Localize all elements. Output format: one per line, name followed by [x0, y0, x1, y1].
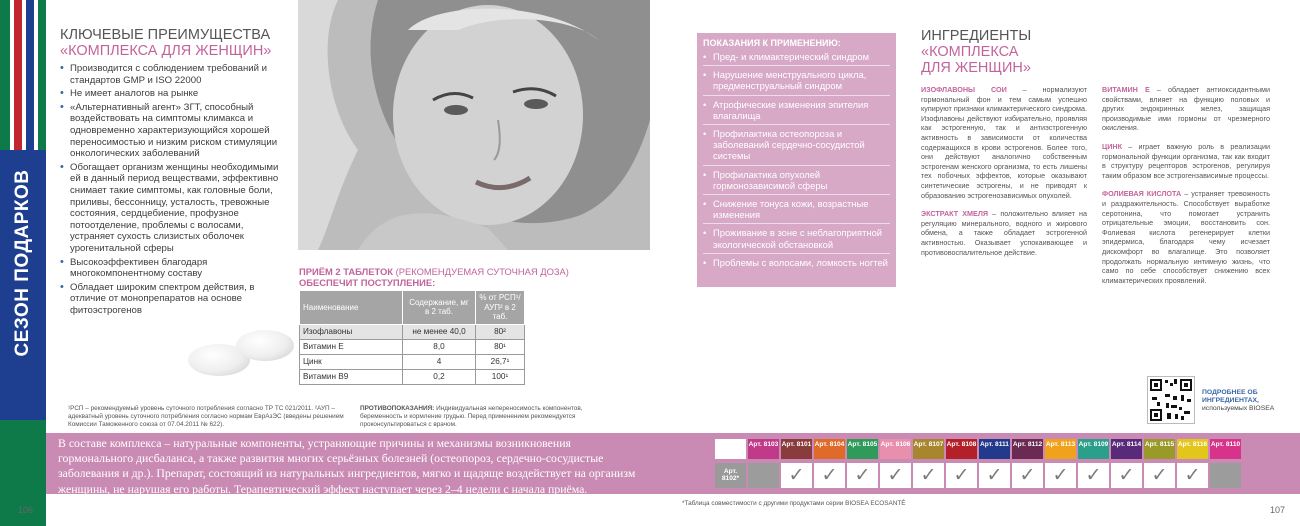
table-cell: 4: [403, 354, 476, 369]
compat-check-mark: ✓: [1012, 463, 1043, 488]
list-item: • Не имеет аналогов на рынке: [60, 88, 290, 100]
dosage-title-bold: ПРИЁМ 2 ТАБЛЕТОК: [299, 266, 393, 277]
table-row: [300, 354, 525, 369]
ingredient-name: ИЗОФЛАВОНЫ СОИ: [921, 85, 1007, 94]
column-header: % от РСП¹/ АУП² в 2 таб.: [476, 291, 525, 325]
ingredients-heading: [921, 28, 1071, 76]
list-item: • Производится с соблюдением требований и стандартов GMP и ISO 22000: [60, 63, 290, 86]
table-cell: 80¹: [476, 339, 525, 354]
table-cell: 80²: [476, 324, 525, 339]
ingredient-name: ЭКСТРАКТ ХМЕЛЯ: [921, 209, 989, 219]
table-cell: Изофлавоны: [300, 324, 403, 339]
compat-check-mark: ✓: [1111, 463, 1142, 488]
list-item: • Профилактика опухолей гормонозависимой сферы: [703, 169, 890, 195]
list-item: • Пред- и климактерический синдром: [703, 51, 890, 66]
ingredient-paragraph: [921, 85, 1087, 200]
compat-check-mark: ✓: [1045, 463, 1076, 488]
table-cell: Цинк: [300, 354, 403, 369]
list-item: • Проживание в зоне с неблагоприятной экологической обстановкой: [703, 227, 890, 253]
table-row: [300, 369, 525, 384]
compat-check-mark: ✓: [814, 463, 845, 488]
benefits-title: КЛЮЧЕВЫЕ ПРЕИМУЩЕСТВА: [60, 27, 271, 43]
ingredients-column-1: [921, 85, 1087, 266]
compat-check-mark: ✓: [979, 463, 1010, 488]
benefits-section: [60, 27, 290, 318]
ingredient-paragraph: [921, 209, 1087, 257]
table-cell: 8,0: [403, 339, 476, 354]
table-row: [300, 339, 525, 354]
benefits-list: [60, 63, 290, 316]
ingredients-title: ИНГРЕДИЕНТЫ: [921, 28, 1032, 44]
ingredient-paragraph: [1102, 85, 1270, 133]
ingredient-text: – играет важную роль в реализации гормональной функции организма, так как входит в структуру рецепторов эстрогенов, регулируя таким образом все эстрогензависимые процессы.: [1102, 141, 1270, 180]
compat-row-label: Арт. 8102*: [715, 463, 746, 488]
qr-caption: [1202, 389, 1282, 413]
ingredients-title-accent: «КОМПЛЕКСА: [921, 44, 1019, 60]
compat-article-header: Арт. 8103: [748, 439, 779, 459]
dosage-title-light: (РЕКОМЕНДУЕМАЯ СУТОЧНАЯ ДОЗА): [392, 266, 569, 277]
table-cell: 26,7¹: [476, 354, 525, 369]
ingredient-paragraph: [1102, 142, 1270, 180]
list-item: • Профилактика остеопороза и заболеваний сердечно-сосудистой системы: [703, 128, 890, 166]
list-item: • «Альтернативный агент» ЗГТ, способный воздействовать на симптомы климакса и одновременно характеризующийся хорошей переносимостью и низким риском стимуляции онкологических заболеваний: [60, 102, 290, 160]
compat-empty-cell: [1210, 463, 1241, 488]
compat-article-header: Арт. 8107: [913, 439, 944, 459]
compat-article-header: Арт. 8108: [946, 439, 977, 459]
tablet-image: [236, 330, 294, 361]
benefits-title-accent: «КОМПЛЕКСА ДЛЯ ЖЕНЩИН»: [60, 43, 272, 59]
info-band-text: В составе комплекса – натуральные компоненты, устраняющие причины и механизмы возникновения гормонального дисбаланса, а также развития многих серьёзных болезней (остеопороз, сердечно-сосудистые заболевания и др.). Препарат, состоящий из натуральных ингредиентов, мягко и щадяще воздействует на организм женщины, не нарушая его работы. Терапевтический эффект наступает через 2–4 недели с начала приёма.: [58, 436, 636, 496]
ingredient-paragraph: [1102, 189, 1270, 285]
compat-article-header: Арт. 8106: [880, 439, 911, 459]
compat-article-header: Арт. 8109: [1078, 439, 1109, 459]
compat-article-header: Арт. 8105: [847, 439, 878, 459]
indications-title: ПОКАЗАНИЯ К ПРИМЕНЕНИЮ:: [703, 38, 841, 48]
contraindications: [360, 405, 592, 429]
compat-article-header: Арт. 8101: [781, 439, 812, 459]
compat-article-header: Арт. 8113: [1045, 439, 1076, 459]
sidebar-vertical-title: СЕЗОН ПОДАРКОВ: [12, 169, 33, 357]
compat-article-header: Арт. 8115: [1144, 439, 1175, 459]
compat-note: *Таблица совместимости с другими продуктами серии BIOSEA ECOSANTÉ: [682, 500, 906, 507]
compat-check-mark: ✓: [1078, 463, 1109, 488]
compat-article-header: Арт. 8110: [1210, 439, 1241, 459]
ingredient-name: ВИТАМИН Е: [1102, 85, 1150, 94]
compat-corner: [715, 439, 746, 459]
table-cell: 100¹: [476, 369, 525, 384]
qr-caption-sub: используемых BIOSEA: [1202, 405, 1275, 412]
list-item: • Атрофические изменения эпителия влагалища: [703, 99, 890, 125]
dosage-table: [299, 290, 525, 385]
list-item: • Высокоэффективен благодаря многокомпонентному составу: [60, 257, 290, 280]
ingredient-text: – обладает антиоксидантными свойствами, влияет на функцию половых и других эндокринных желез, защищая производимые ими гормоны от чрезмерного окисления.: [1102, 85, 1270, 133]
compat-article-header: Арт. 8114: [1111, 439, 1142, 459]
compat-article-header: Арт. 8112: [1012, 439, 1043, 459]
indications-box: [697, 33, 896, 287]
compat-check-mark: ✓: [781, 463, 812, 488]
compat-article-header: Арт. 8104: [814, 439, 845, 459]
table-cell: Витамин Е: [300, 339, 403, 354]
ingredient-text: – устраняет тревожность и раздражительность. Способствует выработке серотонина, что помогает устранить отрицательные эмоции, восстановить сон. Фолиевая кислота регенерирует клетки эпидермиса, благодаря чему исчезает дискомфорт во влагалище. Это позволяет продолжать нормальную интимную жизнь, что само по себе способствует снижению всех климактерических проявлений.: [1102, 189, 1271, 285]
ingredient-text: – нормализуют гормональный фон и тем самым успешно купируют признаки климактерического синдрома. Изофлавоны действуют избирательно, проявляя как эстрогенную, так и антиэстрогенную активность в зависимости от количества содержащихся в крови эстрогенов. Более того, они действуют аналогично собственным эстрогенам женского организма, то есть лишены тех побочных эффектов, которые оказывают синтетические эстрогены, и не приводят к образованию эстрогенозависимых опухолей.: [921, 85, 1088, 200]
ingredient-name: ФОЛИЕВАЯ КИСЛОТА: [1102, 189, 1182, 199]
compat-article-header: Арт. 8116: [1177, 439, 1208, 459]
compat-empty-cell: [748, 463, 779, 488]
list-item: • Нарушение менструального цикла, предменструальный синдром: [703, 69, 890, 95]
dosage-title: [299, 266, 599, 288]
list-item: • Обладает широким спектром действия, в отличие от монопрепаратов на основе фитоэстрогенов: [60, 282, 290, 317]
compat-check-mark: ✓: [1177, 463, 1208, 488]
qr-code[interactable]: [1147, 376, 1195, 424]
table-cell: Витамин В9: [300, 369, 403, 384]
ingredient-text: – положительно влияет на регуляцию минерального, водного и жирового обмена, а также обладает эстрогенной активностью. Оказывает успокаивающее и противовоспалительное действие.: [921, 209, 1087, 257]
compat-article-header: Арт. 8111: [979, 439, 1010, 459]
compat-check-mark: ✓: [1144, 463, 1175, 488]
list-item: • Снижение тонуса кожи, возрастные изменения: [703, 198, 890, 224]
table-cell: 0,2: [403, 369, 476, 384]
list-item: • Проблемы с волосами, ломкость ногтей: [703, 257, 890, 271]
compat-check-mark: ✓: [946, 463, 977, 488]
contraindications-text: Индивидуальная непереносимость компонентов, беременность и кормление грудью. Перед применением рекомендуется проконсультироваться с врачом.: [360, 405, 583, 428]
column-header: Содержание, мг в 2 таб.: [403, 291, 476, 325]
dosage-title-line2: ОБЕСПЕЧИТ ПОСТУПЛЕНИЕ:: [299, 277, 436, 288]
sidebar-stripes: [0, 0, 46, 526]
ingredients-column-2: [1102, 85, 1270, 294]
compat-check-mark: ✓: [847, 463, 878, 488]
compat-check-mark: ✓: [913, 463, 944, 488]
page-number-right: 107: [1270, 505, 1286, 515]
table-cell: не менее 40,0: [403, 324, 476, 339]
indications-list: [697, 51, 896, 271]
contraindications-label: ПРОТИВОПОКАЗАНИЯ:: [360, 405, 435, 412]
footnote-definitions: ¹РСП – рекомендуемый уровень суточного потребления согласно ТР ТС 021/2011. ²АУП – адекватный уровень суточного потребления согласно нормам ЕврАзЭС (введены решением Комиссии Таможенного союза от 07.04.2011 № 622).: [68, 405, 344, 428]
woman-photo: [298, 0, 650, 250]
compat-check-mark: ✓: [880, 463, 911, 488]
column-header: Наименование: [300, 291, 403, 325]
table-row: [300, 324, 525, 339]
qr-caption-title: ПОДРОБНЕЕ ОБ ИНГРЕДИЕНТАХ,: [1202, 389, 1259, 404]
ingredient-name: ЦИНК: [1102, 141, 1122, 151]
page-number-left: 106: [18, 505, 34, 515]
ingredients-title-accent: ДЛЯ ЖЕНЩИН»: [921, 60, 1031, 76]
list-item: • Обогащает организм женщины необходимыми ей в данный период веществами, эффективно снимает такие симптомы, как головные боли, приливы, бессонницу, усталость, тревожные состояния, сердцебиение, профузное потоотделение, проблемы с волосами, устраняет сухость слизистых оболочек урогенитальной сферы: [60, 162, 290, 255]
